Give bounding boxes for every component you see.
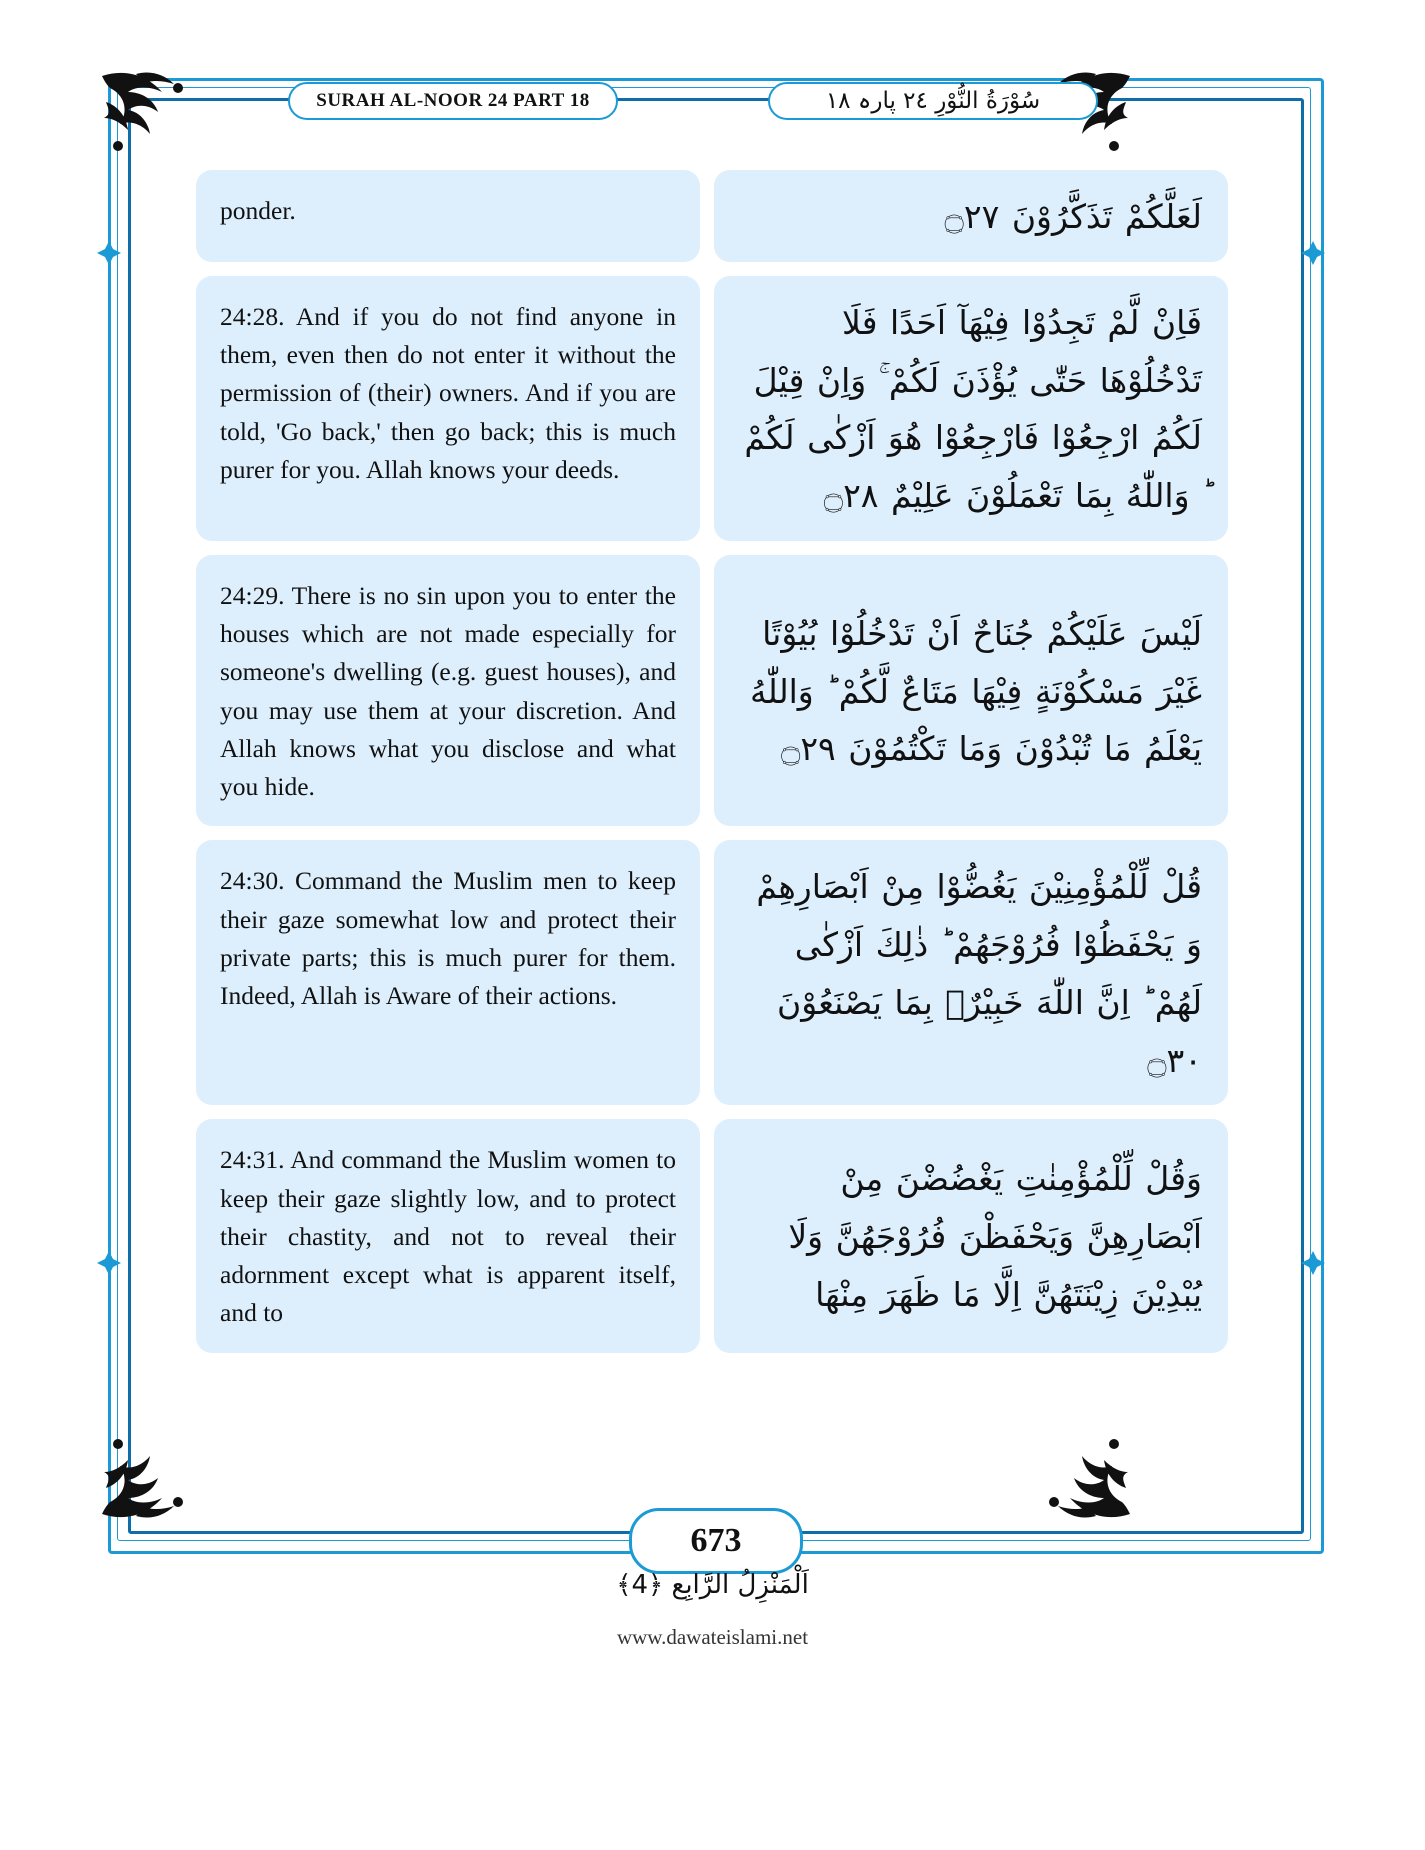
verse-translation-cell [196, 170, 700, 262]
verse-row [196, 1119, 1228, 1352]
verse-row [196, 170, 1228, 262]
page-number-label: 673 [690, 1522, 742, 1559]
verse-arabic-cell [714, 276, 1228, 541]
surah-title-arabic [768, 82, 1098, 120]
verse-arabic-text: وَقُلْ لِّلْمُؤْمِنٰتِ يَغْضُضْنَ مِنْ اَبْصَارِهِنَّ وَيَحْفَظْنَ فُرُوْجَهُنَّ وَلَا يُبْدِيْنَ زِيْنَتَهُنَّ اِلَّا مَا ظَهَرَ مِنْهَا [788, 1159, 1202, 1314]
page-header [128, 82, 1298, 124]
verse-arabic-text: لَيْسَ عَلَيْكُمْ جُنَاحٌ اَنْ تَدْخُلُوْا بُيُوْتًا غَيْرَ مَسْكُوْنَةٍ فِيْهَا مَتَاعٌ لَّكُمْ ؕ وَاللّٰهُ يَعْلَمُ مَا تُبْدُوْنَ وَمَا تَكْتُمُوْنَ ۝٢٩ [749, 613, 1202, 769]
verse-row [196, 840, 1228, 1105]
verse-row [196, 276, 1228, 541]
surah-title-arabic-label: سُوْرَةُ النُّوْرِ ٢٤ پارہ ١٨ [825, 88, 1041, 114]
verse-arabic-cell [714, 840, 1228, 1105]
surah-title-english-label: SURAH AL-NOOR 24 PART 18 [316, 90, 590, 111]
verse-arabic-text: فَاِنْ لَّمْ تَجِدُوْا فِيْهَآ اَحَدًا فَلَا تَدْخُلُوْهَا حَتّٰى يُؤْذَنَ لَكُمْ ۚ وَاِنْ قِيْلَ لَكُمُ ارْجِعُوْا فَارْجِعُوْا هُوَ اَزْكٰى لَكُمْ ؕ وَاللّٰهُ بِمَا تَعْمَلُوْنَ عَلِيْمٌ ۝٢٨ [744, 302, 1202, 515]
verse-list [196, 170, 1228, 1367]
verse-translation-cell [196, 1119, 700, 1352]
verse-translation-text: 24:31. And command the Muslim women to keep their gaze slightly low, and to protect their chastity, and not to reveal their adornment except what is apparent itself, and to [220, 1145, 676, 1328]
verse-translation-text: 24:29. There is no sin upon you to enter the houses which are not made especially for someone's dwelling (e.g. guest houses), and you may use them at your discretion. And Allah knows what you disclose and what you hide. [220, 580, 676, 801]
verse-translation-cell [196, 840, 700, 1105]
verse-arabic-cell [714, 170, 1228, 262]
verse-arabic-text: قُلْ لِّلْمُؤْمِنِيْنَ يَغُضُّوْا مِنْ اَبْصَارِهِمْ وَ يَحْفَظُوْا فُرُوْجَهُمْ ؕ ذٰلِكَ اَزْكٰى لَهُمْ ؕ اِنَّ اللّٰهَ خَبِيْرٌۢ بِمَا يَصْنَعُوْنَ ۝٣٠ [756, 867, 1202, 1080]
verse-arabic-text: لَعَلَّكُمْ تَذَكَّرُوْنَ ۝٢٧ [944, 197, 1202, 236]
verse-translation-text: ponder. [220, 196, 296, 225]
flourish-icon [96, 1250, 122, 1276]
page-number [629, 1508, 803, 1574]
verse-translation-cell [196, 276, 700, 541]
verse-arabic-cell [714, 1119, 1228, 1352]
verse-translation-text: 24:30. Command the Muslim men to keep their gaze somewhat low and protect their private parts; this is much purer for them. Indeed, Allah is Aware of their actions. [220, 866, 676, 1010]
flourish-icon [1300, 1250, 1326, 1276]
verse-translation-cell [196, 555, 700, 827]
flourish-icon [1300, 240, 1326, 266]
verse-translation-text: 24:28. And if you do not find anyone in them, even then do not enter it without the permission of (their) owners. And if you are told, 'Go back,' then go back; this is much purer for you. Allah knows your deeds. [220, 301, 676, 484]
verse-arabic-cell [714, 555, 1228, 827]
website-label: www.dawateislami.net [616, 1625, 809, 1649]
verse-row [196, 555, 1228, 827]
surah-title-english [288, 82, 618, 120]
manzil-label: اَلْمَنْزِلُ الرَّابِع ﴿4﴾ [616, 1570, 809, 1600]
flourish-icon [96, 240, 122, 266]
